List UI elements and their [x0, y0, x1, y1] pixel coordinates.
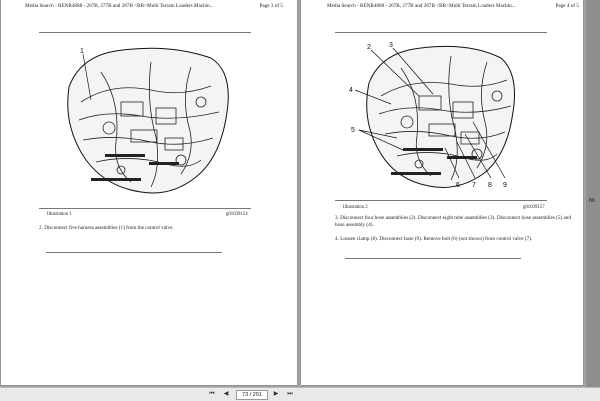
illustration-code: g01039157 [523, 205, 545, 210]
side-number: 89. [589, 198, 596, 204]
callout-4: 4 [349, 87, 353, 94]
illustration-control-valve-hoses [341, 38, 521, 198]
caption-divider [39, 208, 251, 209]
vertical-scrollbar[interactable] [586, 0, 600, 387]
callout-1: 1 [80, 48, 84, 55]
caption-divider [335, 200, 547, 201]
callout-5: 5 [351, 127, 355, 134]
page-header-title: Media Search - RENR4888 - 267B, 277B and 287B <BR>Multi Terrain Loaders Machin... [327, 3, 516, 9]
document-page-4 [301, 0, 583, 385]
page-number: Page 4 of 5 [555, 3, 579, 9]
page-indicator-input[interactable]: 73 / 291 [236, 390, 268, 400]
illustration-code: g01039154 [226, 212, 248, 217]
callout-9: 9 [503, 182, 507, 189]
first-page-icon[interactable]: ⏮ [209, 391, 215, 397]
prev-page-icon[interactable]: ◀ [223, 391, 229, 397]
page-header-title: Media Search - RENR4888 - 267B, 277B and 287B <BR>Multi Terrain Loaders Machin... [25, 3, 214, 9]
callout-8: 8 [488, 182, 492, 189]
page-number: Page 3 of 5 [259, 3, 283, 9]
illustration-control-valve-harness [61, 42, 236, 202]
next-page-icon[interactable]: ▶ [273, 391, 279, 397]
illustration-label: Illustration 2 [343, 205, 368, 210]
callout-2: 2 [367, 44, 371, 51]
bottom-divider [46, 252, 222, 253]
bottom-divider [345, 258, 521, 259]
page-navigation-toolbar [0, 387, 600, 401]
last-page-icon[interactable]: ⏭ [287, 391, 293, 397]
callout-3: 3 [389, 42, 393, 49]
callout-7: 7 [472, 182, 476, 189]
top-divider [39, 32, 251, 33]
illustration-label: Illustration 1 [47, 212, 72, 217]
step-4: 4. Loosen clamp (8). Disconnect hose (9). Remove bolt (6) (not shown) from control valve (7). [335, 236, 533, 242]
step-3: 3. Disconnect four hose assemblies (2). Disconnect eight tube assemblies (3). Disconnect hose assemblies (5) and hose assembly (4). [335, 215, 571, 228]
step-2: 2. Disconnect five harness assemblies (1) from the control valve. [39, 225, 174, 231]
document-page-3 [1, 0, 297, 385]
top-divider [335, 32, 547, 33]
callout-6: 6 [456, 182, 460, 189]
